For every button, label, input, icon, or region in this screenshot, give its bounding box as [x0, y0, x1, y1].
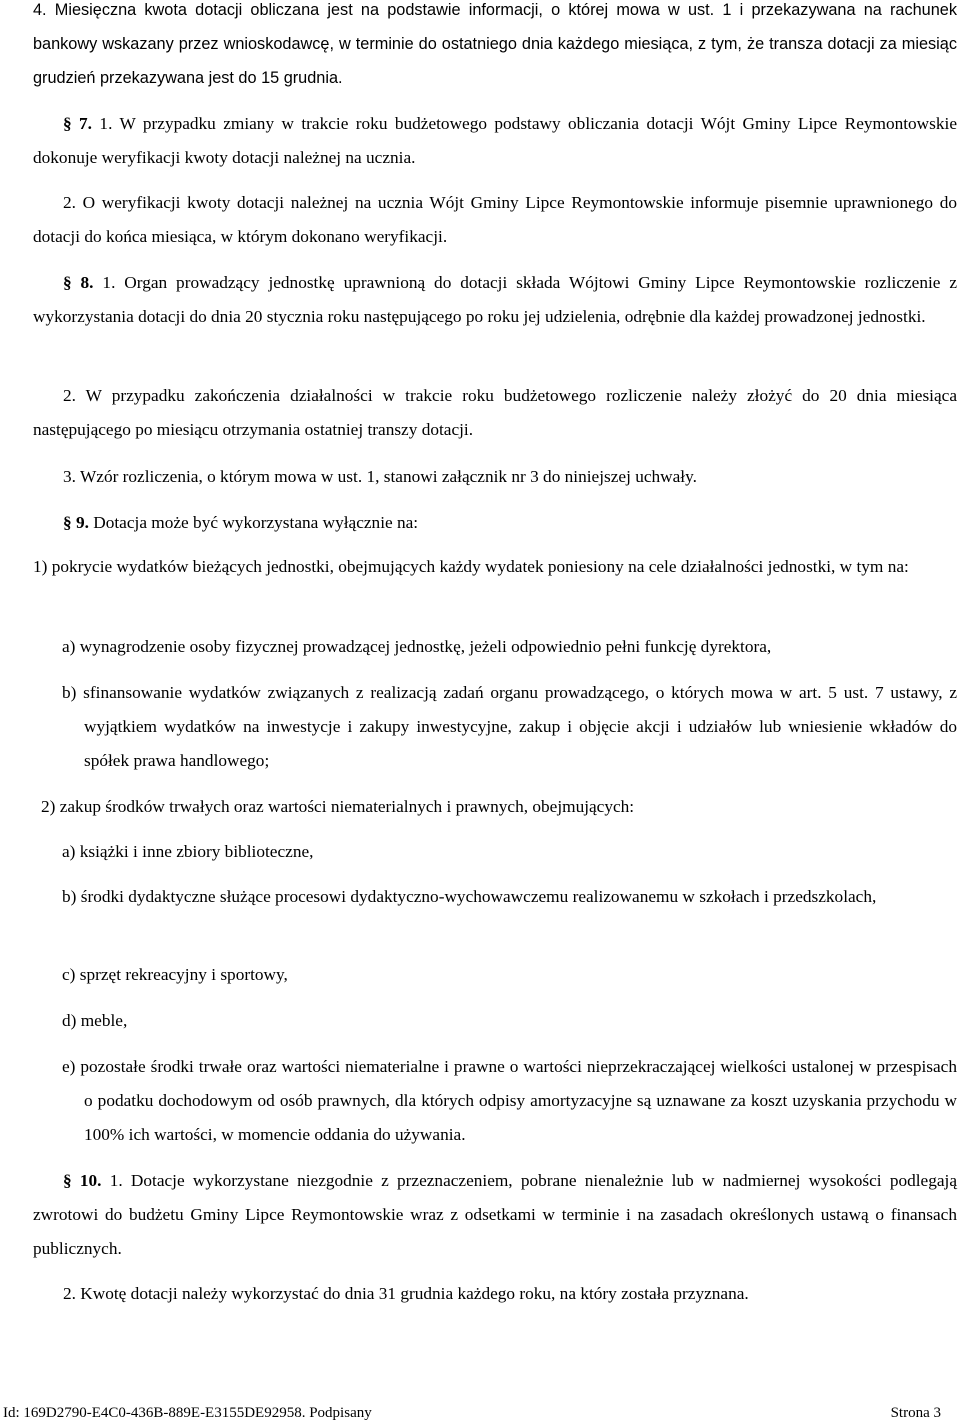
list-item-2e: e) pozostałe środki trwałe oraz wartości niematerialne i prawne o wartości nieprzekraczającej wielkości ustalonej w przespisach o podatku dochodowym od osób prawnych, dla których odpisy amortyzacyjne są uznawane za koszt uzyskania przychodu w 100% ich wartości, w momencie oddania do używania.: [62, 1057, 957, 1144]
paragraph-8-1: § 8. 1. Organ prowadzący jednostkę uprawnioną do dotacji składa Wójtowi Gminy Lipce Reymontowskie rozliczenie z wykorzystania dotacji do dnia 20 stycznia roku następującego po roku jej udzielenia, odrębnie dla każdej prowadzonej jednostki.: [33, 273, 958, 326]
section-8-number: § 8.: [63, 273, 94, 292]
paragraph-7-1: § 7. 1. W przypadku zmiany w trakcie roku budżetowego podstawy obliczania dotacji Wójt Gminy Lipce Reymontowskie dokonuje weryfikacji kwoty dotacji należnej na ucznia.: [33, 114, 957, 167]
paragraph-7-2: 2. O weryfikacji kwoty dotacji należnej na ucznia Wójt Gminy Lipce Reymontowskie informuje pisemnie uprawnionego do dotacji do końca miesiąca, w którym dokonano weryfikacji.: [33, 193, 957, 246]
list-item-2a: a) książki i inne zbiory biblioteczne,: [62, 842, 314, 861]
page-number: Strona 3: [890, 1405, 941, 1421]
paragraph-8-3: 3. Wzór rozliczenia, o którym mowa w ust. 1, stanowi załącznik nr 3 do niniejszej uchwały.: [63, 467, 697, 486]
section-10-number: § 10.: [63, 1171, 102, 1190]
list-item-2c: c) sprzęt rekreacyjny i sportowy,: [62, 965, 288, 984]
paragraph-8-2: 2. W przypadku zakończenia działalności w trakcie roku budżetowego rozliczenie należy złożyć do 20 dnia miesiąca następującego po miesiącu otrzymania ostatniej transzy dotacji.: [33, 386, 957, 439]
document-id: Id: 169D2790-E4C0-436B-889E-E3155DE92958. Podpisany: [3, 1405, 372, 1421]
paragraph-6-4: 4. Miesięczna kwota dotacji obliczana jest na podstawie informacji, o której mowa w ust. 1 i przekazywana na rachunek bankowy wskazany przez wnioskodawcę, w terminie do ostatniego dnia każdego miesiąca, z tym, że transza dotacji za miesiąc grudzień przekazywana jest do 15 grudnia.: [33, 1, 957, 87]
list-item-2b: b) środki dydaktyczne służące procesowi dydaktyczno-wychowawczemu realizowanemu w szkołach i przedszkolach,: [62, 887, 877, 906]
list-item-2d: d) meble,: [62, 1011, 128, 1030]
list-item-2: 2) zakup środków trwałych oraz wartości niematerialnych i prawnych, obejmujących:: [41, 797, 635, 816]
paragraph-10-1: § 10. 1. Dotacje wykorzystane niezgodnie z przeznaczeniem, pobrane nienależnie lub w nadmiernej wysokości podlegają zwrotowi do budżetu Gminy Lipce Reymontowskie wraz z odsetkami w terminie i na zasadach określonych ustawą o finansach publicznych.: [33, 1171, 958, 1258]
section-9-number: § 9.: [63, 513, 89, 532]
paragraph-9-intro: § 9. Dotacja może być wykorzystana wyłącznie na:: [63, 513, 419, 532]
page-footer: [3, 1403, 941, 1423]
list-item-1a: a) wynagrodzenie osoby fizycznej prowadzącej jednostkę, jeżeli odpowiednio pełni funkcję dyrektora,: [62, 637, 772, 656]
section-7-number: § 7.: [63, 114, 93, 133]
list-item-1: 1) pokrycie wydatków bieżących jednostki, obejmujących każdy wydatek poniesiony na cele działalności jednostki, w tym na:: [33, 557, 909, 576]
paragraph-10-2: 2. Kwotę dotacji należy wykorzystać do dnia 31 grudnia każdego roku, na który została przyznana.: [63, 1284, 749, 1303]
list-item-1b: b) sfinansowanie wydatków związanych z realizacją zadań organu prowadzącego, o których mowa w art. 5 ust. 7 ustawy, z wyjątkiem wydatków na inwestycje i zakupy inwestycyjne, zakup i objęcie akcji i udziałów lub wniesienie wkładów do spółek prawa handlowego;: [62, 683, 957, 770]
